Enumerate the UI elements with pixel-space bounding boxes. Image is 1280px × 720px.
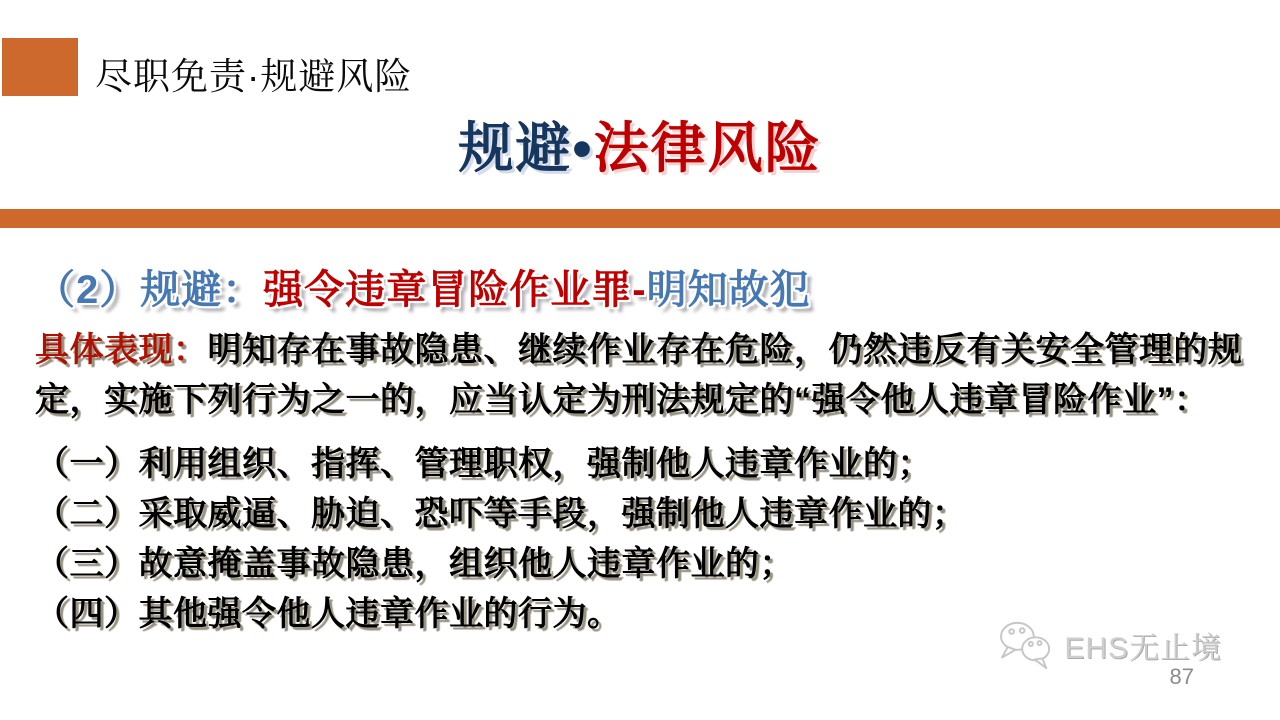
wechat-icon [996,620,1058,670]
title-dot: • [572,117,594,179]
heading-crime: 强令违章冒险作业罪 [263,268,633,312]
section-heading [35,258,1250,315]
list-item: （四）其他强令他人违章作业的行为。 [35,595,622,633]
list-item: （二）采取威逼、胁迫、恐吓等手段，强制他人违章作业的； [35,495,967,533]
watermark-footer [996,620,1222,690]
divider-bar [0,209,1280,228]
body-paragraph [35,325,1250,425]
heading-prefix: （2）规避： [35,268,264,312]
title-right: 法律风险 [593,117,822,179]
slide-content [35,258,1250,639]
clause-list [35,439,1250,639]
list-item: （三）故意掩盖事故隐患，组织他人违章作业的； [35,545,794,583]
brand-text: EHS无止境 [1064,632,1222,665]
kicker-text: 尽职免责·规避风险 [95,56,413,97]
title-left: 规避 [458,117,573,179]
list-item: （一）利用组织、指挥、管理职权，强制他人违章作业的； [35,445,932,483]
slide-title [0,104,1280,183]
heading-tail: 明知故犯 [646,268,811,312]
heading-dash: - [632,268,647,312]
accent-square [2,38,78,96]
paragraph-label: 具体表现： [35,331,208,369]
paragraph-text: 明知存在事故隐患、继续作业存在危险，仍然违反有关安全管理的规定，实施下列行为之一的，应当认定为刑法规定的“强令他人违章冒险作业”： [35,331,1243,419]
page-number: 87 [1169,664,1194,689]
